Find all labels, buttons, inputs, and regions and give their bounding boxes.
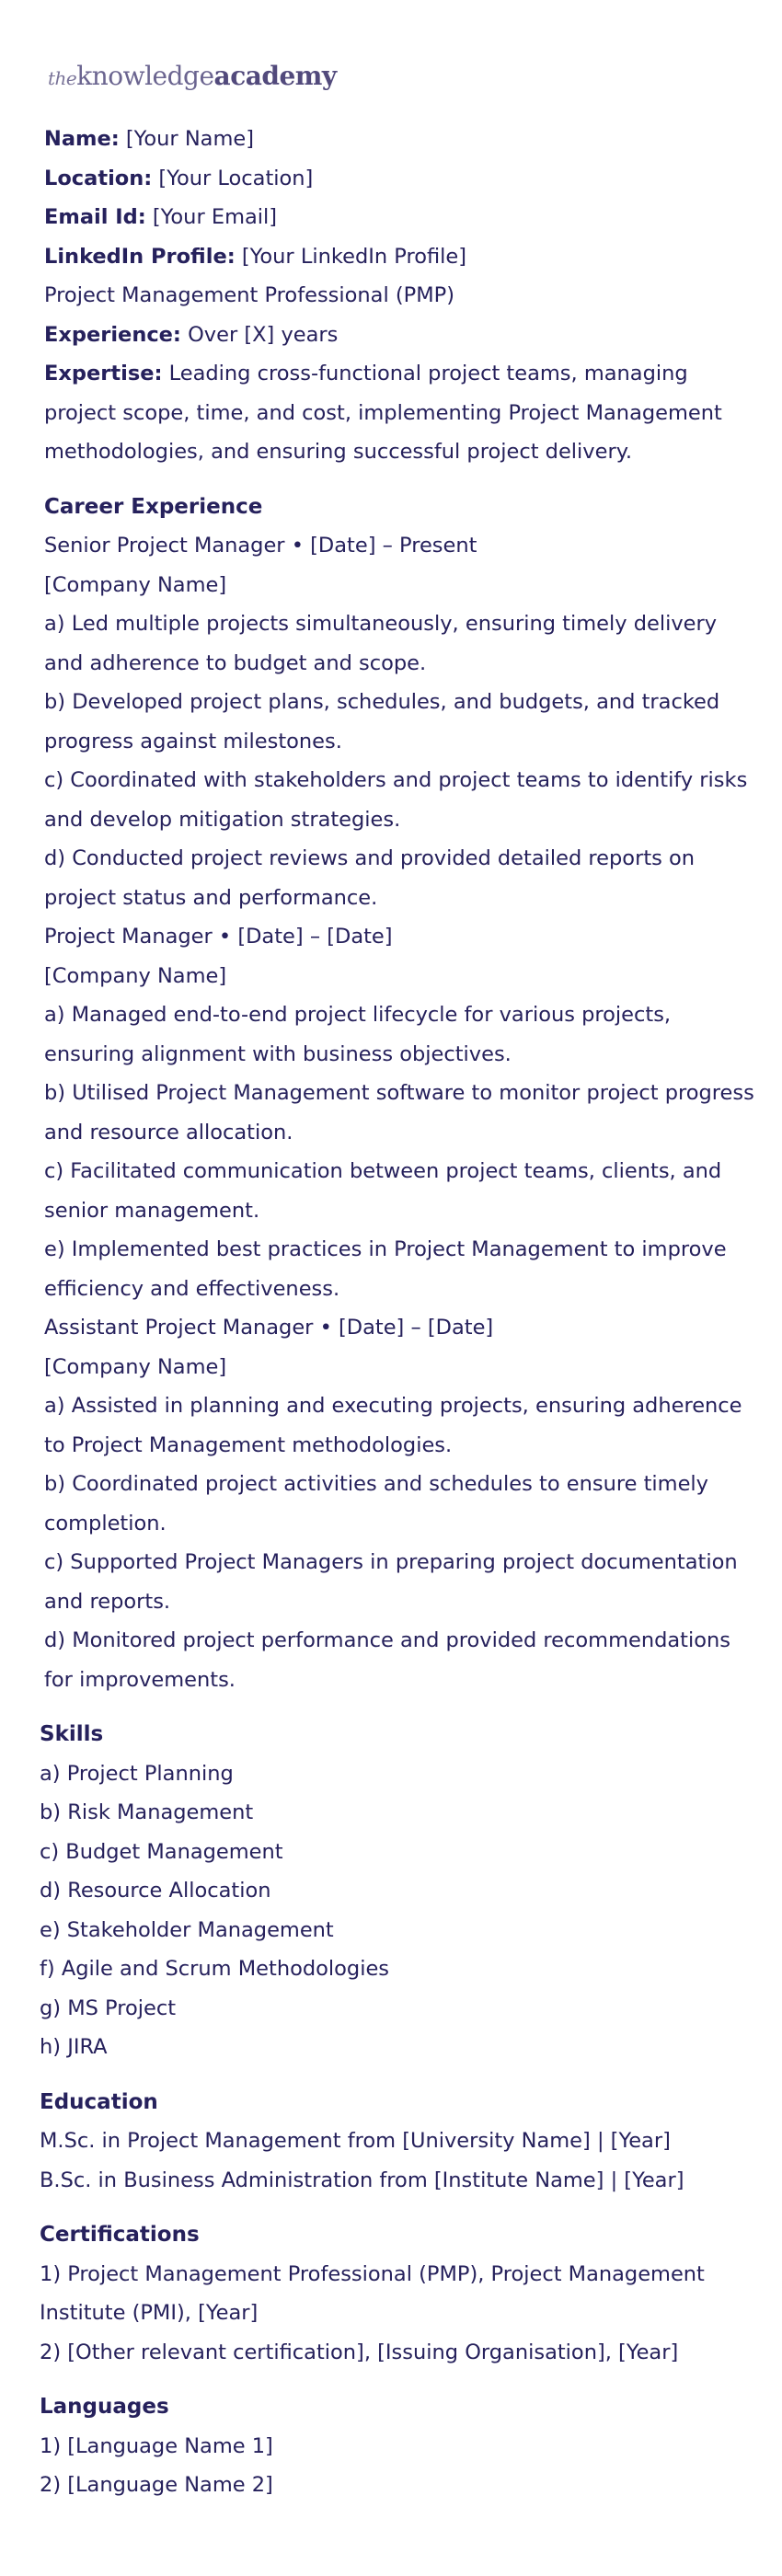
certification-line: Project Management Professional (PMP) — [44, 283, 454, 307]
skill-item: c) Budget Management — [40, 1839, 283, 1864]
languages-section — [40, 2387, 754, 2505]
skill-item: b) Risk Management — [40, 1800, 254, 1824]
email-label: Email Id: — [44, 205, 146, 229]
language-item: 1) [Language Name 1] — [40, 2433, 273, 2458]
location-value: [Your Location] — [152, 166, 314, 190]
job-duty: a) Managed end-to-end project lifecycle for various projects, ensuring alignment with business objectives. — [44, 1003, 672, 1066]
skill-item: d) Resource Allocation — [40, 1879, 271, 1903]
job-duty: b) Utilised Project Management software to monitor project progress and resource allocation. — [44, 1081, 754, 1144]
job-title: Assistant Project Manager • [Date] – [Date] — [44, 1316, 494, 1340]
language-item: 2) [Language Name 2] — [40, 2473, 273, 2497]
experience-line — [44, 316, 754, 355]
skill-item: h) JIRA — [40, 2035, 108, 2059]
linkedin-value: [Your LinkedIn Profile] — [235, 244, 467, 269]
certifications-section — [40, 2215, 754, 2372]
education-item: M.Sc. in Project Management from [University Name] | [Year] — [40, 2129, 671, 2153]
experience-label: Experience: — [44, 322, 181, 347]
job-duty: c) Facilitated communication between project teams, clients, and senior management. — [44, 1159, 722, 1223]
job-entry — [44, 526, 754, 917]
name-line — [44, 120, 754, 159]
job-duty: e) Implemented best practices in Project Management to improve efficiency and effectiveness. — [44, 1237, 727, 1301]
email-line — [44, 198, 754, 237]
email-value: [Your Email] — [145, 205, 278, 229]
job-duty: c) Supported Project Managers in preparing project documentation and reports. — [44, 1550, 738, 1614]
skill-item: a) Project Planning — [40, 1761, 234, 1786]
job-entry — [44, 1308, 754, 1699]
personal-details — [44, 120, 754, 472]
job-duty: b) Developed project plans, schedules, and budgets, and tracked progress against milestones. — [44, 690, 720, 753]
career-heading: Career Experience — [44, 494, 263, 519]
skill-item: f) Agile and Scrum Methodologies — [40, 1957, 390, 1981]
job-entry — [44, 917, 754, 1308]
education-heading: Education — [40, 2089, 158, 2114]
location-line — [44, 159, 754, 199]
job-duty: a) Led multiple projects simultaneously, ensuring timely delivery and adherence to budget and scope. — [44, 612, 718, 675]
education-item: B.Sc. in Business Administration from [Institute Name] | [Year] — [40, 2168, 684, 2192]
job-company: [Company Name] — [44, 963, 227, 988]
languages-heading: Languages — [40, 2395, 169, 2419]
logo-academy: academy — [213, 61, 337, 91]
certification-item: 1) Project Management Professional (PMP), Project Management Institute (PMI), [Year] — [40, 2261, 705, 2325]
education-section — [40, 2083, 754, 2201]
linkedin-line — [44, 237, 754, 277]
certifications-heading: Certifications — [40, 2223, 200, 2247]
experience-value: Over [X] years — [180, 322, 339, 347]
job-title: Senior Project Manager • [Date] – Present — [44, 534, 477, 558]
job-duty: d) Conducted project reviews and provided detailed reports on project status and performance. — [44, 846, 696, 910]
career-experience-section — [44, 488, 754, 1700]
skills-section — [40, 1715, 754, 2067]
job-company: [Company Name] — [44, 572, 227, 597]
expertise-label: Expertise: — [44, 362, 163, 385]
logo-the: the — [48, 67, 77, 89]
name-value: [Your Name] — [119, 127, 254, 151]
resume-content — [40, 120, 754, 2505]
name-label: Name: — [44, 127, 120, 151]
location-label: Location: — [44, 166, 153, 190]
expertise-value: Leading cross-functional project teams, managing project scope, time, and cost, implementing Project Management methodologies, and ensuring successful project delivery. — [44, 362, 722, 464]
job-title: Project Manager • [Date] – [Date] — [44, 925, 393, 949]
skills-heading: Skills — [40, 1722, 104, 1746]
expertise-line — [44, 354, 754, 472]
job-duty: d) Monitored project performance and provided recommendations for improvements. — [44, 1628, 730, 1692]
certification-item: 2) [Other relevant certification], [Issuing Organisation], [Year] — [40, 2340, 679, 2364]
job-duty: c) Coordinated with stakeholders and project teams to identify risks and develop mitigation strategies. — [44, 768, 748, 832]
linkedin-label: LinkedIn Profile: — [44, 244, 236, 269]
knowledge-academy-logo — [48, 61, 337, 91]
skill-item: g) MS Project — [40, 1995, 177, 2020]
job-duty: a) Assisted in planning and executing projects, ensuring adherence to Project Management methodologies. — [44, 1394, 742, 1457]
logo-knowledge: knowledge — [76, 61, 214, 91]
job-company: [Company Name] — [44, 1354, 227, 1379]
skill-item: e) Stakeholder Management — [40, 1917, 334, 1942]
job-duty: b) Coordinated project activities and schedules to ensure timely completion. — [44, 1472, 708, 1535]
